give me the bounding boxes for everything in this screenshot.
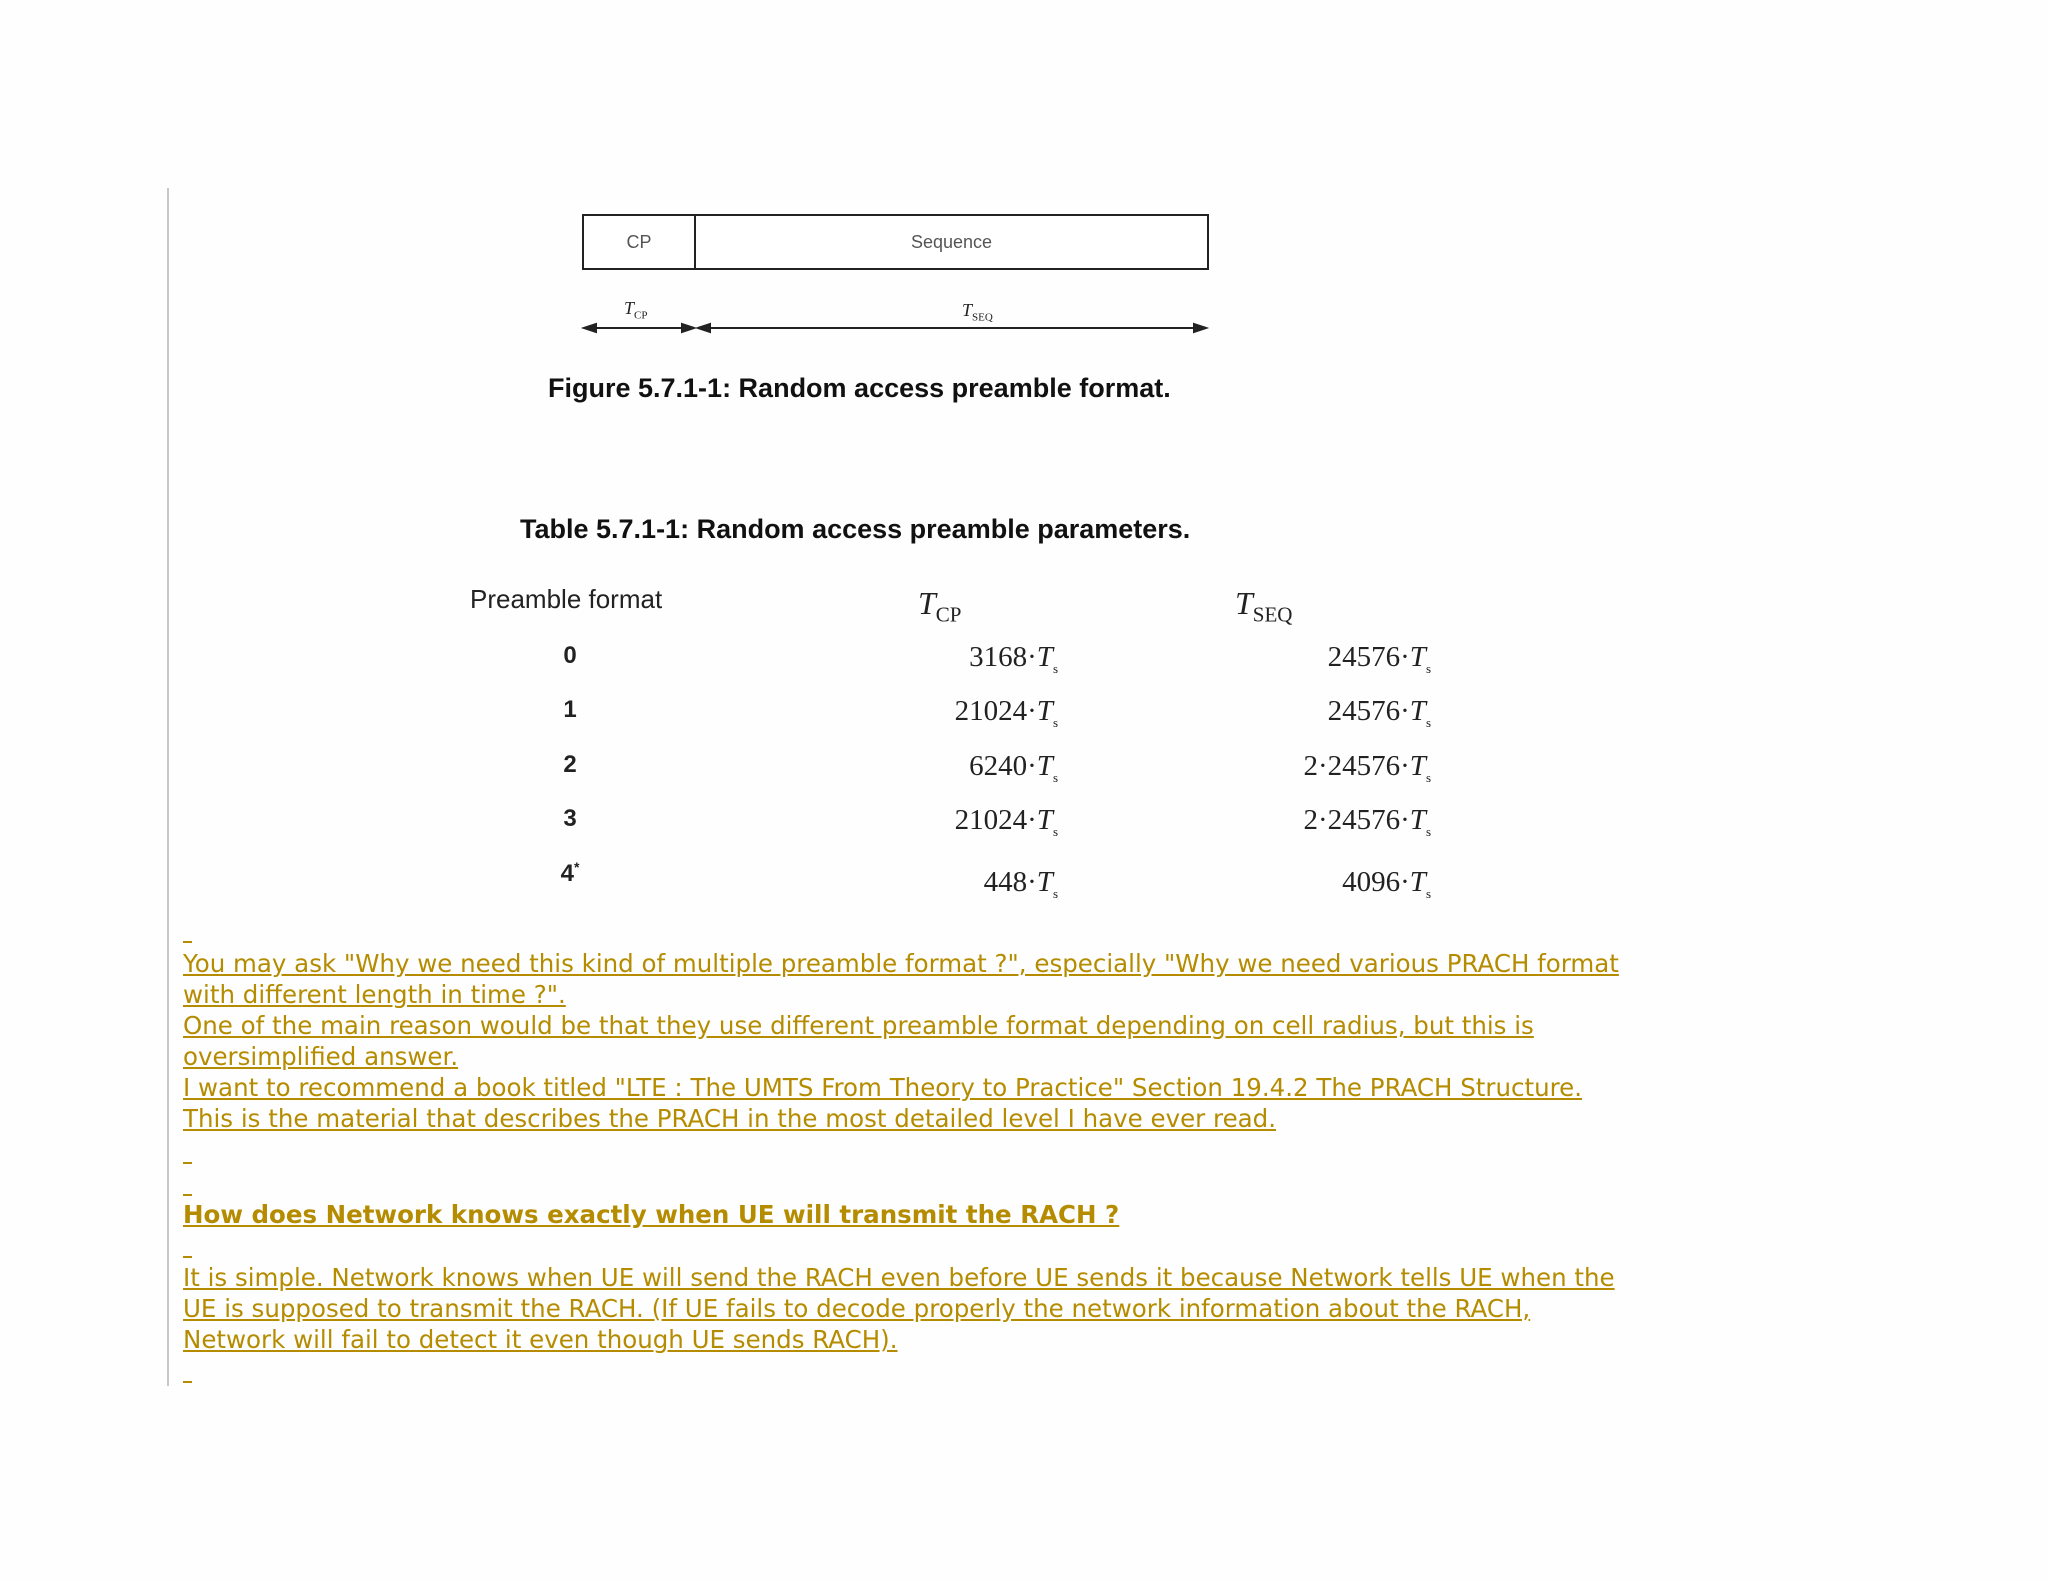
sequence-label: Sequence bbox=[910, 231, 993, 252]
t-seq-label: $T_{SEQ}$ bbox=[962, 300, 993, 324]
row-format: 3 bbox=[563, 805, 577, 832]
blank-line-marker bbox=[183, 1256, 192, 1258]
section-heading[interactable]: How does Network knows exactly when UE will transmit the RACH ? bbox=[183, 1200, 1120, 1229]
row-format: 2 bbox=[563, 751, 577, 778]
row-tseq-value: $2\cdot 24576\cdot T_s$ bbox=[1303, 750, 1431, 785]
row-tcp-value: $6240\cdot T_s$ bbox=[969, 750, 1058, 785]
blank-line-marker bbox=[183, 941, 192, 943]
blank-line-marker bbox=[183, 1194, 192, 1196]
row-tcp-value: $21024\cdot T_s$ bbox=[954, 804, 1058, 839]
blank-line-marker bbox=[183, 1162, 192, 1164]
row-tcp-value: $448\cdot T_s$ bbox=[983, 866, 1058, 901]
duration-arrows bbox=[0, 0, 2048, 400]
row-format: 1 bbox=[563, 696, 577, 723]
row-tcp-value: $21024\cdot T_s$ bbox=[954, 695, 1058, 730]
row-format: 4* bbox=[560, 859, 580, 887]
paragraph-line[interactable]: One of the main reason would be that they use different preamble format depending on cell radius, but this is bbox=[183, 1011, 1534, 1040]
row-format: 0 bbox=[563, 642, 577, 669]
row-tseq-value: $4096\cdot T_s$ bbox=[1342, 866, 1431, 901]
header-tcp: $T_{CP}$ bbox=[918, 585, 962, 627]
row-tseq-value: $24576\cdot T_s$ bbox=[1327, 695, 1431, 730]
t-cp-label: $T_{CP}$ bbox=[624, 298, 648, 322]
table-caption: Table 5.7.1-1: Random access preamble parameters. bbox=[520, 514, 1191, 544]
paragraph-line[interactable]: with different length in time ?". bbox=[183, 980, 566, 1009]
blank-line-marker bbox=[183, 1381, 192, 1383]
paragraph-line[interactable]: Network will fail to detect it even though UE sends RACH). bbox=[183, 1325, 898, 1354]
row-tcp-value: $3168\cdot T_s$ bbox=[969, 641, 1058, 676]
header-preamble-format: Preamble format bbox=[470, 584, 663, 614]
header-tseq: $T_{SEQ}$ bbox=[1235, 585, 1293, 627]
paragraph-line[interactable]: UE is supposed to transmit the RACH. (If UE fails to decode properly the network information about the RACH, bbox=[183, 1294, 1531, 1323]
paragraph-line[interactable]: You may ask "Why we need this kind of multiple preamble format ?", especially "Why we need various PRACH format bbox=[183, 949, 1619, 978]
paragraph-line[interactable]: oversimplified answer. bbox=[183, 1042, 459, 1071]
row-tseq-value: $2\cdot 24576\cdot T_s$ bbox=[1303, 804, 1431, 839]
cp-label: CP bbox=[626, 231, 652, 252]
row-tseq-value: $24576\cdot T_s$ bbox=[1327, 641, 1431, 676]
figure-caption: Figure 5.7.1-1: Random access preamble format. bbox=[548, 373, 1171, 403]
paragraph-line[interactable]: It is simple. Network knows when UE will send the RACH even before UE sends it because Network tells UE when the bbox=[183, 1263, 1615, 1292]
paragraph-line[interactable]: I want to recommend a book titled "LTE : The UMTS From Theory to Practice" Section 19.4.2 The PRACH Structure. bbox=[183, 1073, 1583, 1102]
paragraph-line[interactable]: This is the material that describes the PRACH in the most detailed level I have ever read. bbox=[183, 1104, 1276, 1133]
